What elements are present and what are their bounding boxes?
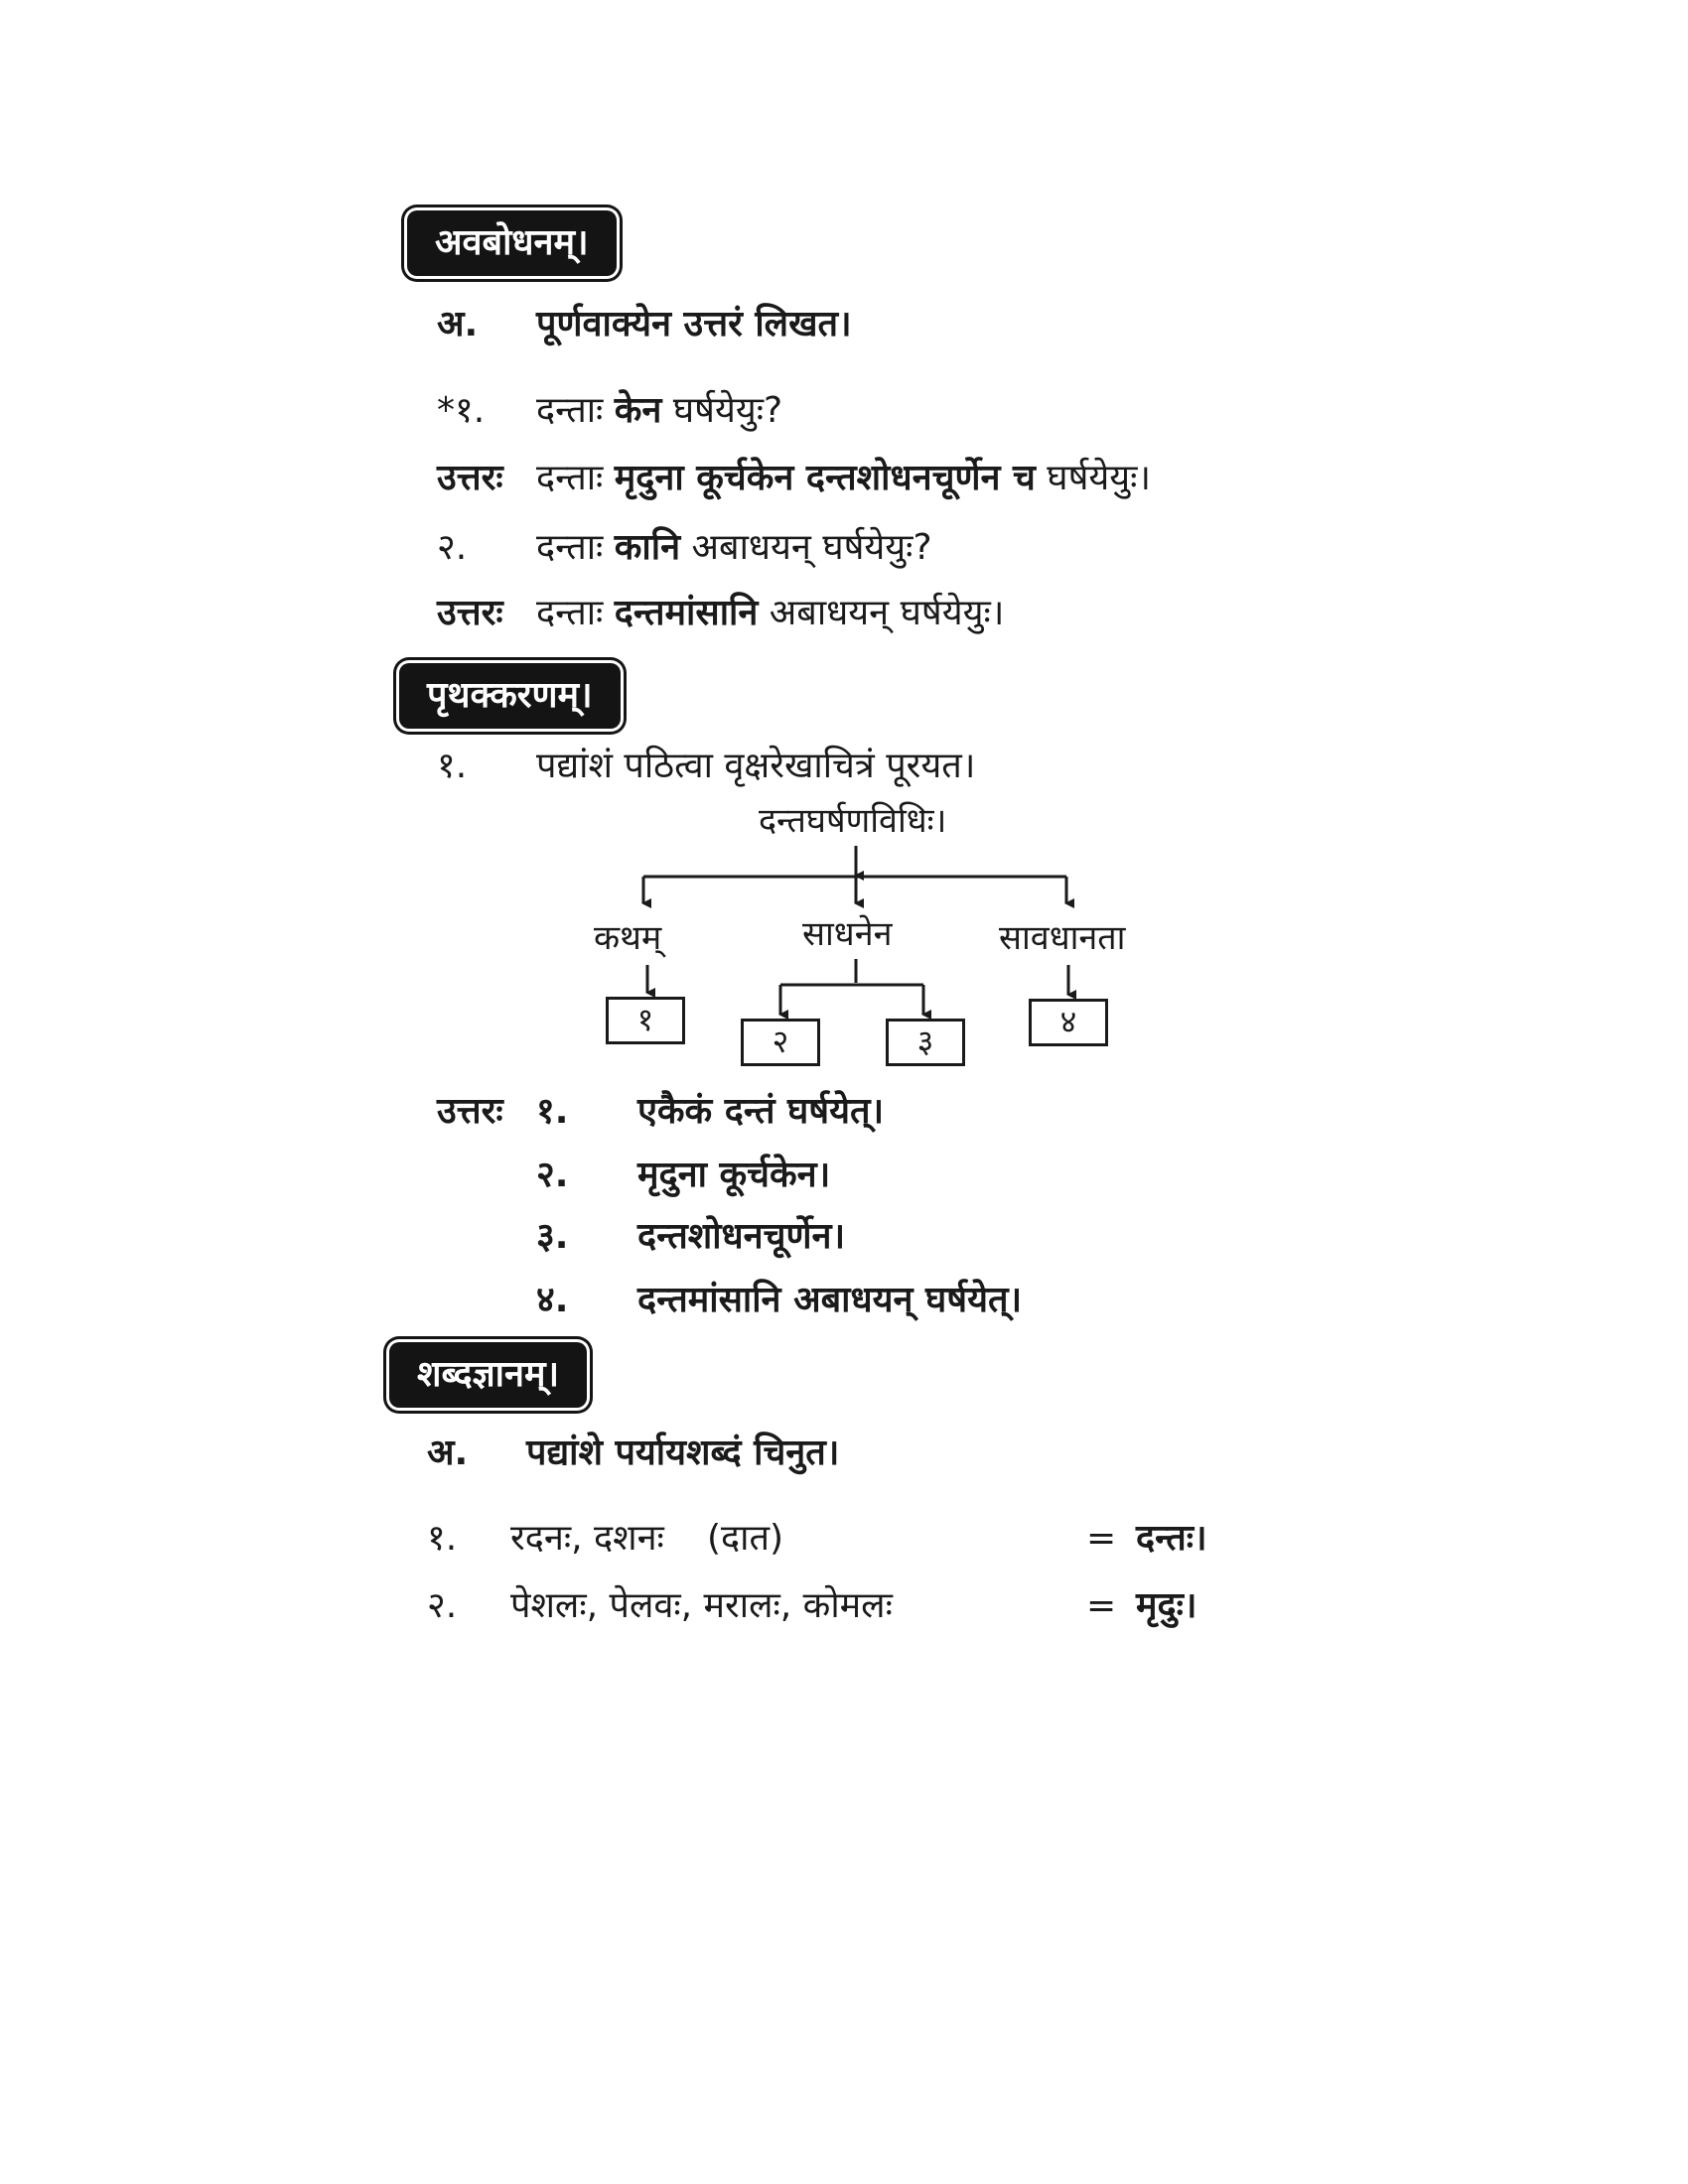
equals-sign: = — [1086, 1518, 1117, 1559]
answer-label: उत्तरः — [437, 1091, 503, 1132]
section-marker: अ. — [437, 304, 479, 344]
answer-text-post: अबाधयन् घर्षयेयुः। — [769, 593, 1005, 633]
tree-branch-katham: कथम् — [594, 918, 662, 958]
instruction-text: पद्यांशं पठित्वा वृक्षरेखाचित्रं पूरयत। — [536, 746, 976, 786]
answer-number: ४. — [536, 1280, 569, 1320]
answer-text-post: घर्षयेयुः। — [1047, 458, 1152, 498]
tree-box-label: ४ — [1059, 1003, 1077, 1040]
synonym-answer: मृदुः। — [1136, 1585, 1197, 1626]
tree-box-label: ३ — [916, 1023, 934, 1060]
instruction-text: पद्यांशे पर्यायशब्दं चिनुत। — [526, 1433, 840, 1473]
item-number: २. — [427, 1585, 458, 1626]
answer-label: उत्तरः — [437, 593, 503, 633]
question-number: १. — [437, 746, 468, 786]
tree-box-4 — [1029, 999, 1108, 1046]
item-number: १. — [427, 1518, 458, 1559]
answer-text: एकैकं दन्तं घर्षयेत्। — [637, 1091, 885, 1132]
question-keyword: कानि — [614, 527, 681, 568]
answer-text-pre: दन्ताः — [536, 593, 604, 633]
answer-text: दन्तशोधनचूर्णेन। — [637, 1216, 846, 1257]
question-keyword: केन — [614, 390, 662, 431]
answer-number: १. — [536, 1091, 569, 1132]
tree-branch-savadhanata: सावधानता — [999, 918, 1126, 958]
answer-number: ३. — [536, 1216, 569, 1257]
question-text-pre: दन्ताः — [536, 390, 604, 431]
answer-keyword: दन्तमांसानि — [614, 593, 759, 633]
question-number: *१. — [437, 390, 486, 431]
heading-text: अवबोधनम्। — [435, 222, 589, 263]
synonym-note: (दात) — [707, 1518, 784, 1559]
answer-keyword: मृदुना कूर्चकेन दन्तशोधनचूर्णेन च — [614, 458, 1036, 498]
answer-label: उत्तरः — [437, 458, 503, 498]
question-number: २. — [437, 527, 468, 568]
tree-box-3 — [886, 1019, 965, 1066]
answer-text: मृदुना कूर्चकेन। — [637, 1155, 831, 1195]
synonym-answer: दन्तः। — [1136, 1518, 1207, 1559]
question-text-post: अबाधयन् घर्षयेयुः? — [691, 527, 932, 568]
section-heading-shabdajnanam — [389, 1342, 587, 1408]
answer-text-pre: दन्ताः — [536, 458, 604, 498]
answer-text: दन्तमांसानि अबाधयन् घर्षयेत्। — [637, 1280, 1023, 1320]
tree-box-label: २ — [772, 1023, 789, 1060]
question-text-pre: दन्ताः — [536, 527, 604, 568]
answer-number: २. — [536, 1155, 569, 1195]
heading-text: शब्दज्ञानम्। — [417, 1354, 560, 1395]
tree-branch-sadhanena: साधनेन — [802, 914, 893, 954]
synonym-words: रदनः, दशनः — [510, 1518, 664, 1559]
synonym-words: पेशलः, पेलवः, मरालः, कोमलः — [510, 1585, 893, 1626]
tree-box-2 — [741, 1019, 820, 1066]
tree-box-label: १ — [636, 1001, 654, 1038]
section-marker: अ. — [427, 1433, 469, 1473]
tree-root-label: दन्तघर्षणविधिः। — [759, 801, 947, 841]
question-text-post: घर्षयेयुः? — [672, 390, 783, 431]
instruction-text: पूर्णवाक्येन उत्तरं लिखत। — [536, 304, 852, 344]
tree-box-1 — [606, 997, 685, 1044]
heading-text: पृथक्करणम्। — [427, 675, 593, 716]
equals-sign: = — [1086, 1585, 1117, 1626]
